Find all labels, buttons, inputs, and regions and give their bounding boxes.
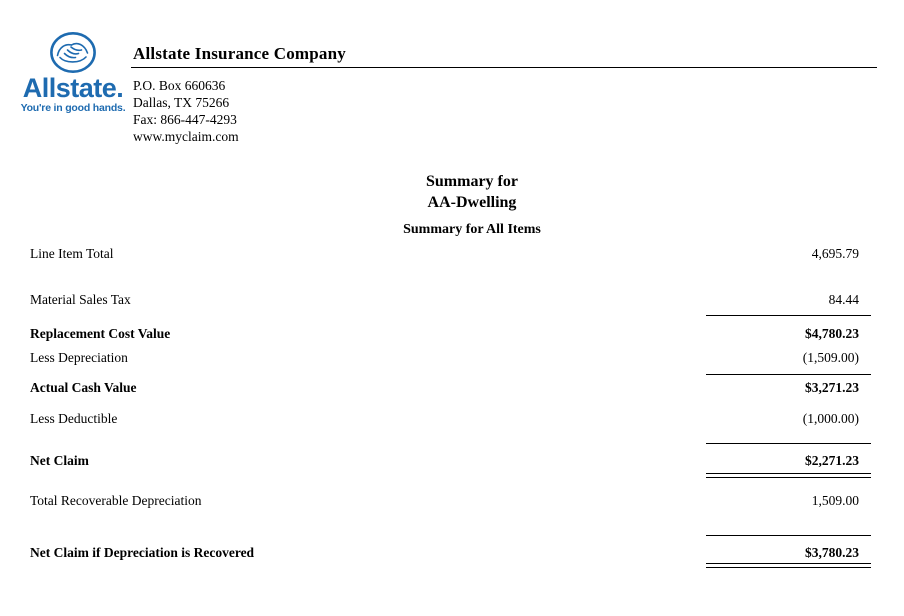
row-label: Line Item Total (30, 246, 114, 261)
table-row-net-claim (30, 453, 871, 468)
allstate-wordmark: Allstate. (22, 73, 124, 103)
table-row-actual-cash-value (30, 380, 871, 395)
row-label: Net Claim if Depreciation is Recovered (30, 545, 255, 560)
table-row-less-deductible (30, 411, 871, 426)
row-value: (1,509.00) (802, 350, 859, 365)
value-divider-double (706, 473, 871, 478)
allstate-hands-icon (49, 31, 97, 75)
value-divider (706, 443, 871, 444)
row-label: Less Depreciation (30, 350, 128, 365)
row-label: Actual Cash Value (30, 380, 137, 395)
value-divider (706, 315, 871, 316)
table-row-net-claim-if-depreciation-recovered (30, 545, 871, 560)
row-label: Material Sales Tax (30, 292, 131, 307)
table-row-material-sales-tax (30, 292, 871, 307)
address-line-po-box: P.O. Box 660636 (133, 78, 226, 93)
summary-table (30, 240, 871, 580)
summary-subtitle: Summary for All Items (403, 222, 541, 237)
value-divider-double (706, 563, 871, 568)
table-row-line-item-total (30, 246, 871, 261)
table-row-less-depreciation (30, 350, 871, 365)
allstate-logo (18, 31, 128, 114)
value-divider (706, 374, 871, 375)
allstate-tagline: You're in good hands. (20, 102, 126, 114)
row-value: 1,509.00 (811, 493, 859, 508)
row-value: 84.44 (828, 292, 859, 307)
row-label: Total Recoverable Depreciation (30, 493, 202, 508)
address-line-city: Dallas, TX 75266 (133, 95, 230, 110)
row-value: $4,780.23 (805, 326, 859, 341)
summary-title-line1: Summary for (426, 173, 518, 190)
table-row-replacement-cost-value (30, 326, 871, 341)
row-label: Replacement Cost Value (30, 326, 171, 341)
address-line-fax: Fax: 866-447-4293 (133, 112, 237, 127)
address-line-website: www.myclaim.com (133, 129, 239, 144)
row-value: (1,000.00) (802, 411, 859, 426)
summary-title-line2: AA-Dwelling (427, 194, 517, 211)
table-row-total-recoverable-depreciation (30, 493, 871, 508)
row-label: Net Claim (30, 453, 89, 468)
row-value: $3,780.23 (805, 545, 859, 560)
header-divider (131, 67, 877, 68)
row-value: 4,695.79 (811, 246, 859, 261)
row-label: Less Deductible (30, 411, 118, 426)
row-value: $3,271.23 (805, 380, 859, 395)
summary-headings (40, 171, 904, 238)
company-address (133, 77, 239, 145)
row-value: $2,271.23 (805, 453, 859, 468)
company-name: Allstate Insurance Company (133, 44, 346, 63)
value-divider (706, 535, 871, 536)
